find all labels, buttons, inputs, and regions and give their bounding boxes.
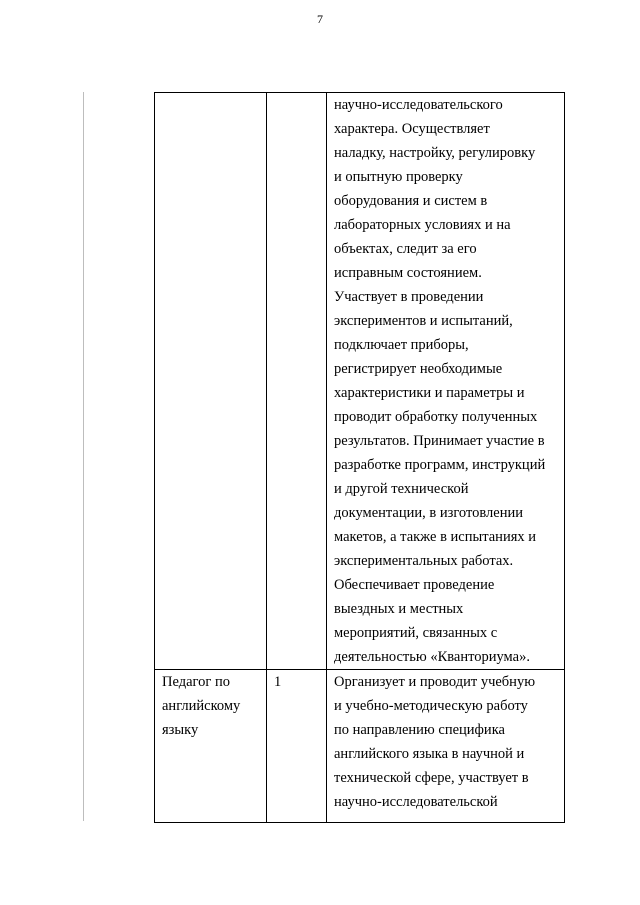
text-line: объектах, следит за его	[334, 241, 477, 257]
text-line: Обеспечивает проведение	[334, 577, 495, 593]
text-line: проводит обработку полученных	[334, 409, 538, 425]
text-line: научно-исследовательского	[334, 97, 503, 113]
text-line: разработке программ, инструкций	[334, 457, 546, 473]
text-line: результатов. Принимает участие в	[334, 433, 545, 449]
text-line: оборудования и систем в	[334, 193, 488, 209]
page-number: 7	[317, 12, 323, 26]
staff-duties-table	[154, 92, 565, 823]
count-cell	[267, 93, 327, 670]
position-cell	[155, 670, 267, 823]
text-line: регистрирует необходимые	[334, 361, 503, 377]
duties-text	[334, 670, 564, 814]
text-line: характеристики и параметры и	[334, 385, 525, 401]
text-line: и другой технической	[334, 481, 469, 497]
text-line: исправным состоянием.	[334, 265, 482, 281]
text-line: подключает приборы,	[334, 337, 469, 353]
position-cell	[155, 93, 267, 670]
count-cell	[267, 670, 327, 823]
text-line: экспериментальных работах.	[334, 553, 514, 569]
text-line: документации, в изготовлении	[334, 505, 523, 521]
text-line: Педагог по	[162, 674, 230, 690]
text-line: научно-исследовательской	[334, 794, 498, 810]
text-line: наладку, настройку, регулировку	[334, 145, 536, 161]
position-text	[162, 670, 266, 742]
count-text: 1	[274, 674, 282, 690]
text-line: выездных и местных	[334, 601, 464, 617]
duties-text	[334, 93, 564, 669]
text-line: языку	[162, 722, 199, 738]
text-line: технической сфере, участвует в	[334, 770, 529, 786]
text-line: Организует и проводит учебную	[334, 674, 536, 690]
text-line: и учебно-методическую работу	[334, 698, 528, 714]
text-line: английского языка в научной и	[334, 746, 525, 762]
text-line: по направлению специфика	[334, 722, 505, 738]
text-line: макетов, а также в испытаниях и	[334, 529, 537, 545]
text-line: Участвует в проведении	[334, 289, 484, 305]
text-line: английскому	[162, 698, 241, 714]
text-line: экспериментов и испытаний,	[334, 313, 513, 329]
text-line: деятельностью «Кванториума».	[334, 649, 530, 665]
text-line: характера. Осуществляет	[334, 121, 490, 137]
duties-cell	[327, 93, 565, 670]
text-line: лабораторных условиях и на	[334, 217, 511, 233]
table-row	[155, 670, 565, 823]
margin-line	[83, 92, 84, 821]
text-line: мероприятий, связанных с	[334, 625, 498, 641]
duties-cell	[327, 670, 565, 823]
table-row	[155, 93, 565, 670]
text-line: и опытную проверку	[334, 169, 463, 185]
